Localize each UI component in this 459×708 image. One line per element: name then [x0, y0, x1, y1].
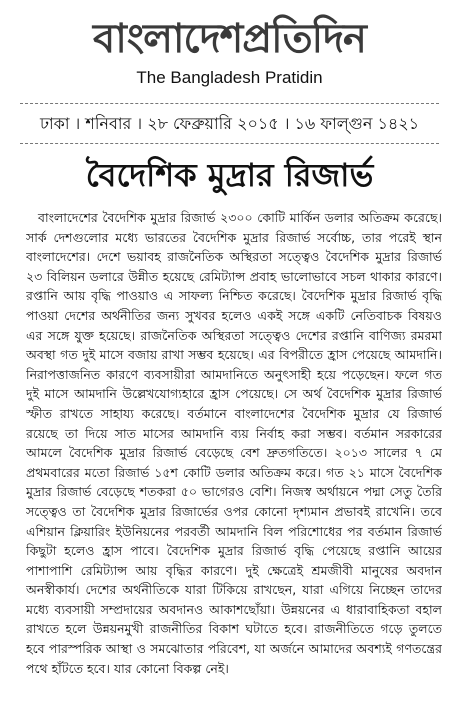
article-headline: বৈদেশিক মুদ্রার রিজার্ভ [85, 156, 374, 194]
dateline-bottom-divider [20, 143, 439, 144]
newspaper-english-name: The Bangladesh Pratidin [136, 68, 323, 87]
dateline: ঢাকা । শনিবার । ২৮ ফেব্রুয়ারি ২০১৫ । ১৬ ফাল্গুন ১৪২১ [39, 114, 420, 133]
masthead [0, 14, 459, 88]
article-body: বাংলাদেশের বৈদেশিক মুদ্রার রিজার্ভ ২৩০০ কোটি মার্কিন ডলার অতিক্রম করেছে। সার্ক দেশগুলোর মধ্যে ভারতের বৈদেশিক মুদ্রার রিজার্ভ সর্বোচ্চ, তার পরেই স্থান বাংলাদেশের। দেশে ভয়াবহ রাজনৈতিক অস্থিরতা সত্ত্বেও বৈদেশিক মুদ্রার রিজার্ভ ২৩ বিলিয়ন ডলারে উন্নীত হয়েছে রেমিট্যান্স প্রবাহ ভালোভাবে সচল থাকার কারণে। রপ্তানি আয় বৃদ্ধি পাওয়াও এ সাফল্য নিশ্চিত করেছে। বৈদেশিক মুদ্রার রিজার্ভ বৃদ্ধি পাওয়া দেশের অর্থনীতির জন্য সুখবর হলেও একই সঙ্গে একটি নেতিবাচক বিষয়ও এর সঙ্গে যুক্ত হয়েছে। রাজনৈতিক অস্থিরতা সত্ত্বেও দেশের রপ্তানি বাণিজ্য রমরমা অবস্থা গত দুই মাসে বজায় রাখা সম্ভব হয়েছে। এর বিপরীতে হ্রাস পেয়েছে আমদানি। নিরাপত্তাজনিত কারণে ব্যবসায়ীরা আমদানিতে অনুৎসাহী হয়ে পড়েছেন। ফলে গত দুই মাসে আমদানি উল্লেখযোগ্যহারে হ্রাস পেয়েছে। সে অর্থ বৈদেশিক মুদ্রার রিজার্ভ স্ফীত রাখতে সাহায্য করেছে। বর্তমানে বাংলাদেশের বৈদেশিক মুদ্রার যে রিজার্ভ রয়েছে তা দিয়ে সাত মাসের আমদানি ব্যয় নির্বাহ করা সম্ভব। বর্তমান সরকারের আমলে বৈদেশিক মুদ্রার রিজার্ভ বেড়েছে বেশ দ্রুতগতিতে। ২০১৩ সালের ৭ মে প্রথমবারের মতো রিজার্ভ ১৫শ কোটি ডলার অতিক্রম করে। গত ২১ মাসে বৈদেশিক মুদ্রার রিজার্ভ বেড়েছে শতকরা ৫০ ভাগেরও বেশি। নিজস্ব অর্থায়নে পদ্মা সেতু তৈরি সত্ত্বেও তা বৈদেশিক মুদ্রার রিজার্ভের ওপর কোনো দৃশ্যমান প্রভাবই রাখেনি। তবে এশিয়ান ক্লিয়ারিং ইউনিয়নের পরবর্তী আমদানি বিল পরিশোধের পর বর্তমান রিজার্ভ কিছুটা হলেও হ্রাস পাবে। বৈদেশিক মুদ্রার রিজার্ভ বৃদ্ধি পেয়েছে রপ্তানি আয়ের পাশাপাশি রেমিট্যান্স আয় বৃদ্ধির কারণে। দুই ক্ষেত্রেই শ্রমজীবী মানুষের অবদান অনস্বীকার্য। দেশের অর্থনীতিকে যারা টিকিয়ে রাখছেন, যারা এগিয়ে নিচ্ছেন তাদের মধ্যে ব্যবসায়ী সম্প্রদায়ের অবদানও আকাশছোঁয়া। উন্নয়নের এ ধারাবাহিকতা বহাল রাখতে হলে উন্নয়নমুখী রাজনীতির বিকাশ ঘটাতে হবে। রাজনীতিতে গড়ে তুলতে হবে পারস্পরিক আস্থা ও সমঝোতার পরিবেশ, যা অর্জনে আমাদের অবশ্যই গণতন্ত্রের পথে হাঁটতে হবে। যার কোনো বিকল্প নেই। [26, 210, 442, 676]
dateline-top-divider [20, 103, 439, 104]
newspaper-logo: বাংলাদেশপ্রতিদিন [93, 16, 366, 62]
